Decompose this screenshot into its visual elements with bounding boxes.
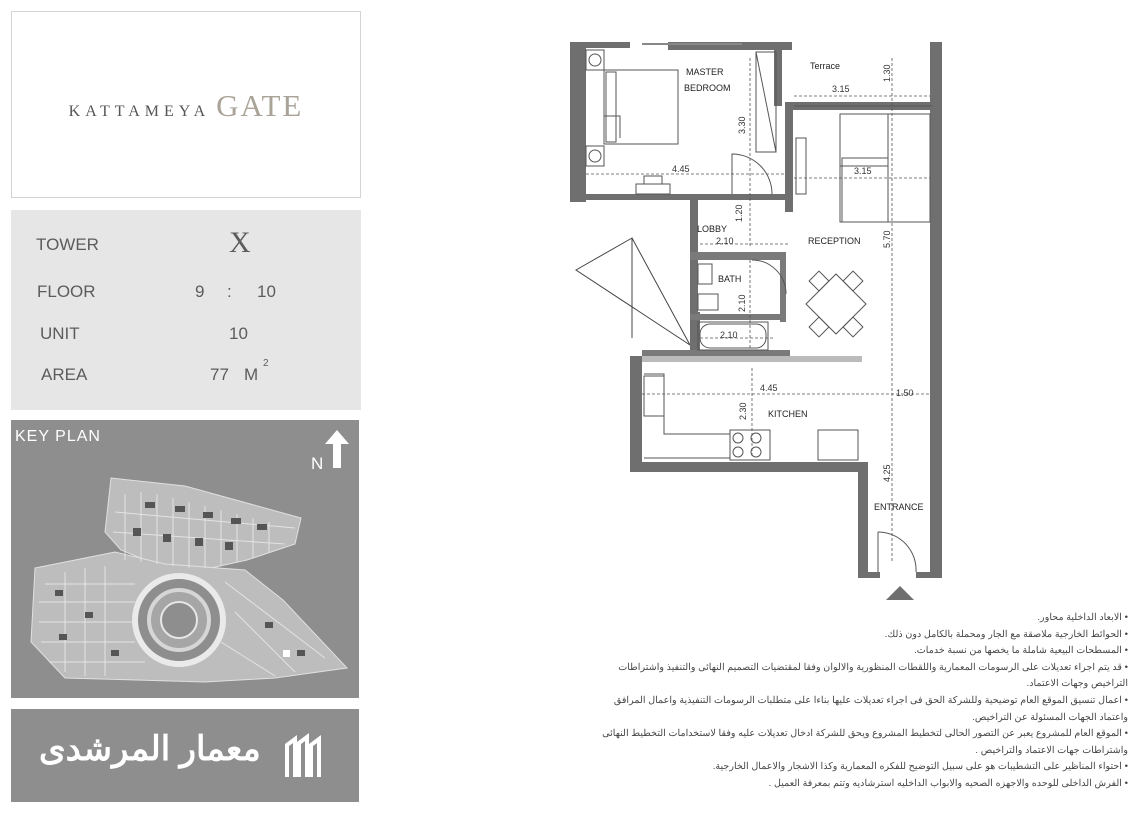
note-line: التراخيص وجهات الاعتماد. bbox=[1026, 678, 1128, 690]
entrance-door bbox=[878, 532, 916, 572]
room-label-kitchen: KITCHEN bbox=[768, 409, 808, 419]
tower-label: TOWER bbox=[36, 235, 99, 254]
interior-walls bbox=[642, 252, 862, 362]
developer-brand-panel bbox=[11, 709, 359, 802]
dim-kitchen-depth: 2.30 bbox=[738, 402, 748, 420]
dim-bath-depth: 2.10 bbox=[737, 294, 747, 312]
note-line: واشتراطات جهات الاعتماد والتراخيص . bbox=[975, 744, 1128, 756]
note-line: • الموقع العام للمشروع يعبر عن التصور الحالى لتخطيط المشروع ويحق للشركة ادخال تعديلات عليه وفقا لاستخدامات التخطيط النهائى bbox=[602, 728, 1128, 740]
disclaimer-notes bbox=[602, 610, 1128, 793]
key-plan-title: KEY PLAN bbox=[15, 428, 101, 445]
floor-from: 9 bbox=[195, 282, 205, 301]
kitchen-counter bbox=[644, 374, 858, 460]
room-label-master: MASTER bbox=[686, 67, 724, 77]
dim-kitchen-width: 4.45 bbox=[760, 383, 778, 393]
developer-name: معمار المرشدى bbox=[39, 730, 261, 768]
room-label-bath: BATH bbox=[718, 274, 742, 284]
floor-separator: : bbox=[227, 282, 232, 301]
area-value: 77 bbox=[210, 365, 229, 384]
area-exponent: 2 bbox=[263, 358, 269, 369]
developer-logo-icon bbox=[283, 733, 323, 781]
note-line: • الحوائط الخارجية ملاصقة مع الجار ومحملة بالكامل دون ذلك. bbox=[884, 628, 1128, 640]
room-label-terrace: Terrace bbox=[810, 61, 841, 71]
note-line: • قد يتم اجراء تعديلات على الرسومات المعمارية واللقطات المنظورية والالوان وفقا لمقتضيات التصميم النهائى والتنفيذ واشتراطات bbox=[618, 661, 1128, 673]
floor-label: FLOOR bbox=[37, 282, 96, 301]
unit-label: UNIT bbox=[40, 324, 80, 343]
entrance-arrow-icon bbox=[886, 586, 914, 600]
room-label-bedroom: BEDROOM bbox=[684, 83, 731, 93]
room-label-lobby: LOBBY bbox=[697, 224, 728, 234]
floor-to: 10 bbox=[257, 282, 276, 301]
note-line: • الفرش الداخلى للوحده والاجهزه الصحيه والابواب الداخليه استرشاديه وتتم بمعرفة العميل . bbox=[768, 777, 1128, 789]
note-line: • الابعاد الداخلية محاور. bbox=[1037, 612, 1128, 623]
dim-bath-width: 2.10 bbox=[720, 330, 738, 340]
dim-corridor-width: 1.50 bbox=[896, 388, 914, 398]
floor-plan bbox=[560, 38, 960, 608]
project-logo bbox=[12, 88, 360, 124]
note-line: • اعمال تنسيق الموقع العام توضيحية وللشركة الحق فى اجراء تعديلات عليها بناءا على متطلبات الرسومات التنفيذية واعمال المرافق bbox=[613, 694, 1128, 706]
note-line: • احتواء المناظير على التشطيبات هو على سبيل التوضيح للفكره المعمارية وكذا الاشجار والاعمال الخارجية. bbox=[712, 761, 1128, 773]
logo-panel bbox=[11, 11, 361, 198]
dim-terrace-depth: 1.30 bbox=[882, 64, 892, 82]
area-unit: M bbox=[244, 365, 259, 384]
dim-reception-width: 3.15 bbox=[854, 166, 872, 176]
dim-entrance-depth: 4.25 bbox=[882, 464, 892, 482]
key-plan-map bbox=[25, 472, 355, 692]
logo-gate: GATE bbox=[216, 88, 304, 123]
dim-reception-depth: 5.70 bbox=[882, 230, 892, 248]
note-line: واعتماد الجهات المسئولة عن التراخيص. bbox=[972, 711, 1128, 723]
logo-kattameya: KATTAMEYA bbox=[68, 103, 211, 120]
area-label: AREA bbox=[41, 365, 88, 384]
tower-value: X bbox=[229, 226, 251, 259]
bed bbox=[604, 70, 678, 144]
dim-terrace-width: 3.15 bbox=[832, 84, 850, 94]
unit-value: 10 bbox=[229, 324, 248, 343]
dim-bedroom-depth: 3.30 bbox=[737, 116, 747, 134]
key-plan-panel bbox=[11, 420, 359, 698]
dining-table bbox=[806, 271, 866, 337]
north-label: N bbox=[311, 454, 324, 473]
unit-info-panel bbox=[11, 210, 361, 410]
room-label-entrance: ENTRANCE bbox=[874, 502, 924, 512]
balcony-wedge bbox=[576, 238, 690, 345]
room-label-reception: RECEPTION bbox=[808, 236, 861, 246]
note-line: • المسطحات البيعية شاملة ما يخصها من نسبة خدمات. bbox=[914, 645, 1128, 657]
north-arrow-icon bbox=[325, 430, 349, 468]
dim-bedroom-width: 4.45 bbox=[672, 164, 690, 174]
dim-lobby-depth: 1.20 bbox=[734, 204, 744, 222]
dim-lobby-width: 2.10 bbox=[716, 236, 734, 246]
